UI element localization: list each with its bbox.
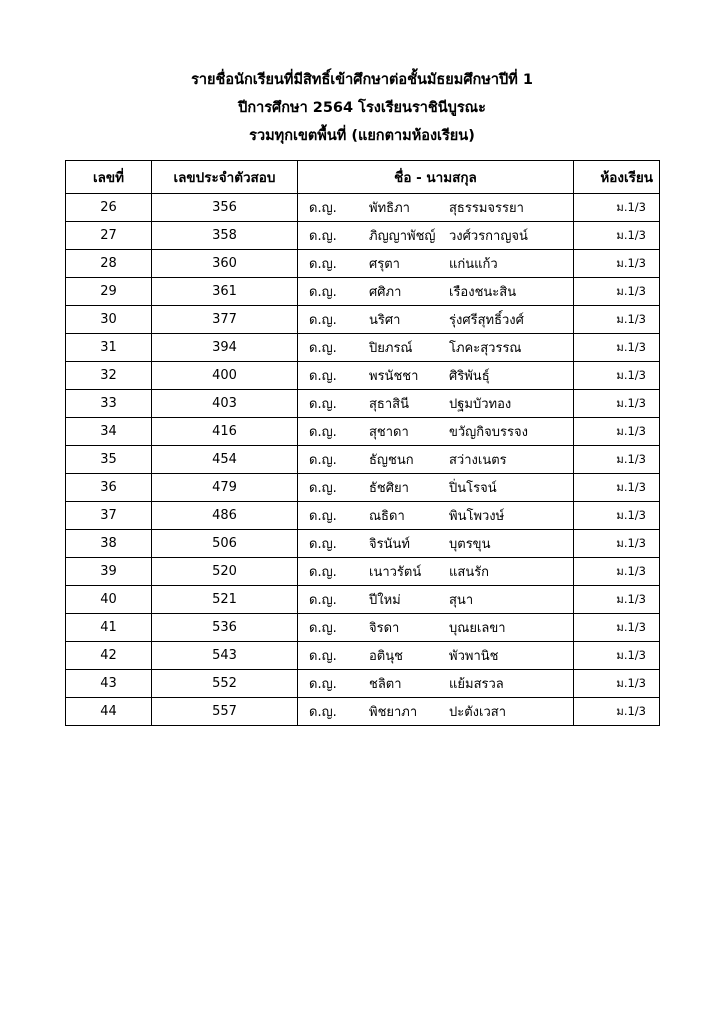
last-name: บุตรขุน <box>449 537 491 552</box>
classroom: ม.1/3 <box>574 222 660 250</box>
student-name <box>298 390 574 418</box>
last-name: พินโพวงษ์ <box>449 509 505 524</box>
student-name <box>298 306 574 334</box>
last-name: ศิริพันธุ์ <box>449 369 490 384</box>
exam-id: 360 <box>152 250 298 278</box>
student-name <box>298 586 574 614</box>
name-prefix: ด.ญ. <box>309 509 337 524</box>
exam-id: 361 <box>152 278 298 306</box>
row-number: 39 <box>66 558 152 586</box>
column-header-number: เลขที่ <box>66 161 152 194</box>
last-name: ขวัญกิจบรรจง <box>449 425 528 440</box>
name-prefix: ด.ญ. <box>309 369 337 384</box>
table-row <box>66 558 660 586</box>
exam-id: 520 <box>152 558 298 586</box>
table-row <box>66 474 660 502</box>
student-name <box>298 250 574 278</box>
last-name: ปะตังเวสา <box>449 705 507 720</box>
first-name: จิรนันท์ <box>369 537 410 552</box>
first-name: พรนัชชา <box>369 369 419 384</box>
last-name: แสนรัก <box>449 565 490 580</box>
table-row <box>66 194 660 222</box>
classroom: ม.1/3 <box>574 670 660 698</box>
first-name: ปีใหม่ <box>369 593 401 608</box>
table-header-row <box>66 161 660 194</box>
classroom: ม.1/3 <box>574 278 660 306</box>
table-row <box>66 250 660 278</box>
exam-id: 377 <box>152 306 298 334</box>
table-row <box>66 306 660 334</box>
row-number: 44 <box>66 698 152 726</box>
classroom: ม.1/3 <box>574 698 660 726</box>
first-name: พัทธิภา <box>369 201 410 216</box>
row-number: 29 <box>66 278 152 306</box>
exam-id: 479 <box>152 474 298 502</box>
column-header-exam-id: เลขประจำตัวสอบ <box>152 161 298 194</box>
first-name: ภิญญาพัชญ์ <box>369 229 436 244</box>
classroom: ม.1/3 <box>574 390 660 418</box>
row-number: 38 <box>66 530 152 558</box>
last-name: รุ่งศรีสุทธิ์วงศ์ <box>449 313 524 328</box>
student-roster-table <box>65 160 660 726</box>
name-prefix: ด.ญ. <box>309 593 337 608</box>
last-name: วงศ์วรกาญจน์ <box>449 229 528 244</box>
last-name: ปฐมบัวทอง <box>449 397 512 412</box>
last-name: บุณยเลขา <box>449 621 506 636</box>
classroom: ม.1/3 <box>574 306 660 334</box>
name-prefix: ด.ญ. <box>309 201 337 216</box>
classroom: ม.1/3 <box>574 530 660 558</box>
table-row <box>66 334 660 362</box>
student-name <box>298 194 574 222</box>
name-prefix: ด.ญ. <box>309 537 337 552</box>
exam-id: 416 <box>152 418 298 446</box>
classroom: ม.1/3 <box>574 446 660 474</box>
first-name: สุธาสินี <box>369 397 409 412</box>
table-row <box>66 390 660 418</box>
exam-id: 394 <box>152 334 298 362</box>
first-name: จิรดา <box>369 621 400 636</box>
exam-id: 521 <box>152 586 298 614</box>
first-name: อตินุช <box>369 649 403 664</box>
name-prefix: ด.ญ. <box>309 229 337 244</box>
table-row <box>66 530 660 558</box>
row-number: 43 <box>66 670 152 698</box>
last-name: แก่นแก้ว <box>449 257 498 272</box>
page-title: รายชื่อนักเรียนที่มีสิทธิ์เข้าศึกษาต่อชั้นมัธยมศึกษาปีที่ 1 <box>191 72 533 88</box>
student-name <box>298 446 574 474</box>
row-number: 28 <box>66 250 152 278</box>
row-number: 35 <box>66 446 152 474</box>
student-name <box>298 222 574 250</box>
first-name: ธัญชนก <box>369 453 414 468</box>
row-number: 27 <box>66 222 152 250</box>
column-header-classroom: ห้องเรียน <box>574 161 660 194</box>
row-number: 42 <box>66 642 152 670</box>
first-name: ธัชศิยา <box>369 481 409 496</box>
student-name <box>298 334 574 362</box>
student-name <box>298 614 574 642</box>
row-number: 30 <box>66 306 152 334</box>
name-prefix: ด.ญ. <box>309 285 337 300</box>
first-name: ศศิภา <box>369 285 402 300</box>
row-number: 34 <box>66 418 152 446</box>
last-name: เรืองชนะสิน <box>449 285 517 300</box>
table-row <box>66 698 660 726</box>
student-name <box>298 530 574 558</box>
last-name: ปิ่นโรจน์ <box>449 481 497 496</box>
student-name <box>298 502 574 530</box>
row-number: 41 <box>66 614 152 642</box>
classroom: ม.1/3 <box>574 586 660 614</box>
student-name <box>298 362 574 390</box>
student-name <box>298 278 574 306</box>
exam-id: 400 <box>152 362 298 390</box>
last-name: สุธรรมจรรยา <box>449 201 524 216</box>
table-row <box>66 642 660 670</box>
table-row <box>66 670 660 698</box>
column-header-name: ชื่อ - นามสกุล <box>298 161 574 194</box>
academic-year-subtitle: ปีการศึกษา 2564 โรงเรียนราชินีบูรณะ <box>238 100 486 116</box>
exam-id: 486 <box>152 502 298 530</box>
row-number: 36 <box>66 474 152 502</box>
classroom: ม.1/3 <box>574 502 660 530</box>
last-name: พัวพานิช <box>449 649 499 664</box>
first-name: พิชยาภา <box>369 705 418 720</box>
exam-id: 543 <box>152 642 298 670</box>
name-prefix: ด.ญ. <box>309 453 337 468</box>
row-number: 26 <box>66 194 152 222</box>
first-name: ณธิดา <box>369 509 405 524</box>
student-name <box>298 474 574 502</box>
exam-id: 557 <box>152 698 298 726</box>
exam-id: 403 <box>152 390 298 418</box>
classroom: ม.1/3 <box>574 362 660 390</box>
student-name <box>298 642 574 670</box>
last-name: โภคะสุวรรณ <box>449 341 522 356</box>
row-number: 32 <box>66 362 152 390</box>
student-name <box>298 418 574 446</box>
name-prefix: ด.ญ. <box>309 313 337 328</box>
last-name: สุนา <box>449 593 474 608</box>
exam-id: 552 <box>152 670 298 698</box>
exam-id: 358 <box>152 222 298 250</box>
first-name: สุชาดา <box>369 425 409 440</box>
last-name: แย้มสรวล <box>449 677 504 692</box>
table-row <box>66 586 660 614</box>
table-row <box>66 502 660 530</box>
student-name <box>298 698 574 726</box>
first-name: ศรุตา <box>369 257 400 272</box>
row-number: 37 <box>66 502 152 530</box>
table-row <box>66 418 660 446</box>
name-prefix: ด.ญ. <box>309 649 337 664</box>
name-prefix: ด.ญ. <box>309 565 337 580</box>
classroom: ม.1/3 <box>574 418 660 446</box>
classroom: ม.1/3 <box>574 250 660 278</box>
table-row <box>66 278 660 306</box>
classroom: ม.1/3 <box>574 558 660 586</box>
classroom: ม.1/3 <box>574 474 660 502</box>
first-name: เนาวรัตน์ <box>369 565 422 580</box>
first-name: นริศา <box>369 313 401 328</box>
exam-id: 536 <box>152 614 298 642</box>
exam-id: 506 <box>152 530 298 558</box>
exam-id: 356 <box>152 194 298 222</box>
table-row <box>66 614 660 642</box>
classroom: ม.1/3 <box>574 642 660 670</box>
last-name: สว่างเนตร <box>449 453 507 468</box>
exam-id: 454 <box>152 446 298 474</box>
table-row <box>66 362 660 390</box>
row-number: 40 <box>66 586 152 614</box>
student-name <box>298 558 574 586</box>
table-row <box>66 222 660 250</box>
name-prefix: ด.ญ. <box>309 705 337 720</box>
student-name <box>298 670 574 698</box>
classroom: ม.1/3 <box>574 334 660 362</box>
name-prefix: ด.ญ. <box>309 397 337 412</box>
name-prefix: ด.ญ. <box>309 481 337 496</box>
name-prefix: ด.ญ. <box>309 341 337 356</box>
first-name: ชลิตา <box>369 677 402 692</box>
name-prefix: ด.ญ. <box>309 621 337 636</box>
row-number: 33 <box>66 390 152 418</box>
table-row <box>66 446 660 474</box>
area-subtitle: รวมทุกเขตพื้นที่ (แยกตามห้องเรียน) <box>249 128 475 144</box>
name-prefix: ด.ญ. <box>309 425 337 440</box>
first-name: ปิยภรณ์ <box>369 341 413 356</box>
classroom: ม.1/3 <box>574 614 660 642</box>
name-prefix: ด.ญ. <box>309 257 337 272</box>
classroom: ม.1/3 <box>574 194 660 222</box>
row-number: 31 <box>66 334 152 362</box>
name-prefix: ด.ญ. <box>309 677 337 692</box>
